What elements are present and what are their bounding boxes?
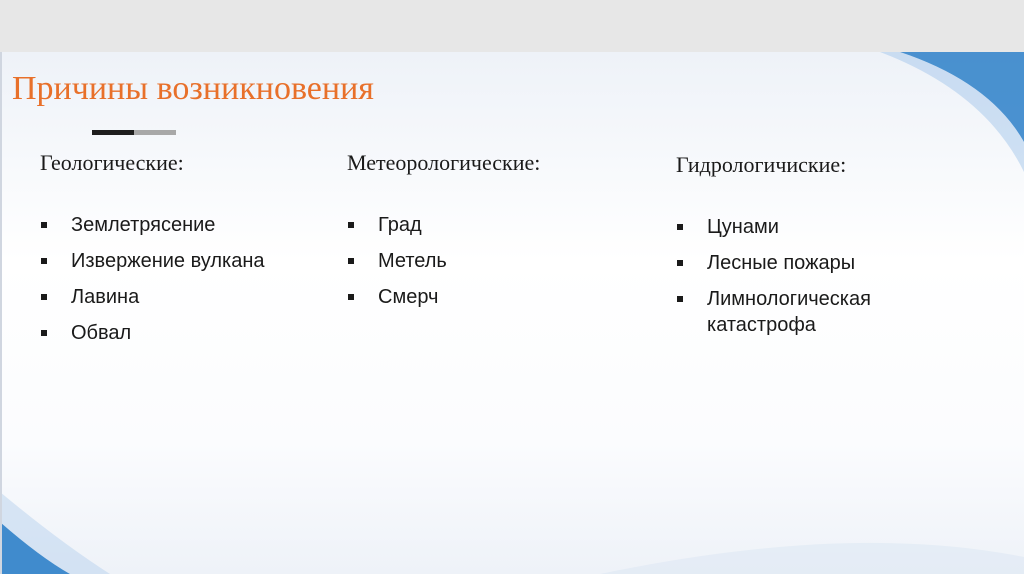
- list-item: [40, 248, 330, 274]
- list-item-text: Лесные пожары: [707, 252, 856, 274]
- list-item: [347, 248, 637, 274]
- square-bullet-icon: [677, 260, 683, 266]
- list-item-text: Град: [378, 214, 422, 236]
- list-item-text: Лавина: [71, 286, 140, 308]
- square-bullet-icon: [41, 258, 47, 264]
- square-bullet-icon: [348, 294, 354, 300]
- list-item: [40, 212, 330, 238]
- list-item: [676, 286, 976, 338]
- column-geological: [40, 148, 330, 356]
- column-meteorological: [347, 148, 637, 320]
- square-bullet-icon: [677, 224, 683, 230]
- accent-bar-light: [134, 130, 176, 135]
- slide-title: Причины возникновения: [12, 70, 374, 107]
- accent-bar-dark: [92, 130, 134, 135]
- list-item: [676, 250, 976, 276]
- column-heading: Метеорологические:: [347, 150, 541, 175]
- column-hydrological: [676, 150, 976, 348]
- bullet-list: [347, 212, 637, 310]
- list-item-text: Метель: [378, 250, 447, 272]
- list-item-text: Смерч: [378, 286, 439, 308]
- list-item-text: Цунами: [707, 216, 779, 238]
- top-band: [0, 0, 1024, 52]
- list-item-text: Лимнологическая катастрофа: [707, 288, 871, 336]
- bullet-list: [676, 214, 976, 338]
- list-item: [347, 284, 637, 310]
- square-bullet-icon: [41, 330, 47, 336]
- column-heading: Геологические:: [40, 150, 184, 175]
- list-item: [347, 212, 637, 238]
- list-item-text: Обвал: [71, 322, 132, 344]
- list-item: [40, 320, 330, 346]
- slide-left-edge: [0, 52, 2, 574]
- square-bullet-icon: [41, 222, 47, 228]
- square-bullet-icon: [41, 294, 47, 300]
- bullet-list: [40, 212, 330, 346]
- list-item-text: Извержение вулкана: [71, 250, 265, 272]
- list-item: [40, 284, 330, 310]
- square-bullet-icon: [348, 222, 354, 228]
- list-item-text: Землетрясение: [71, 214, 216, 236]
- square-bullet-icon: [677, 296, 683, 302]
- title-accent-bar: [92, 130, 176, 135]
- list-item: [676, 214, 976, 240]
- column-heading: Гидрологичиские:: [676, 152, 847, 177]
- square-bullet-icon: [348, 258, 354, 264]
